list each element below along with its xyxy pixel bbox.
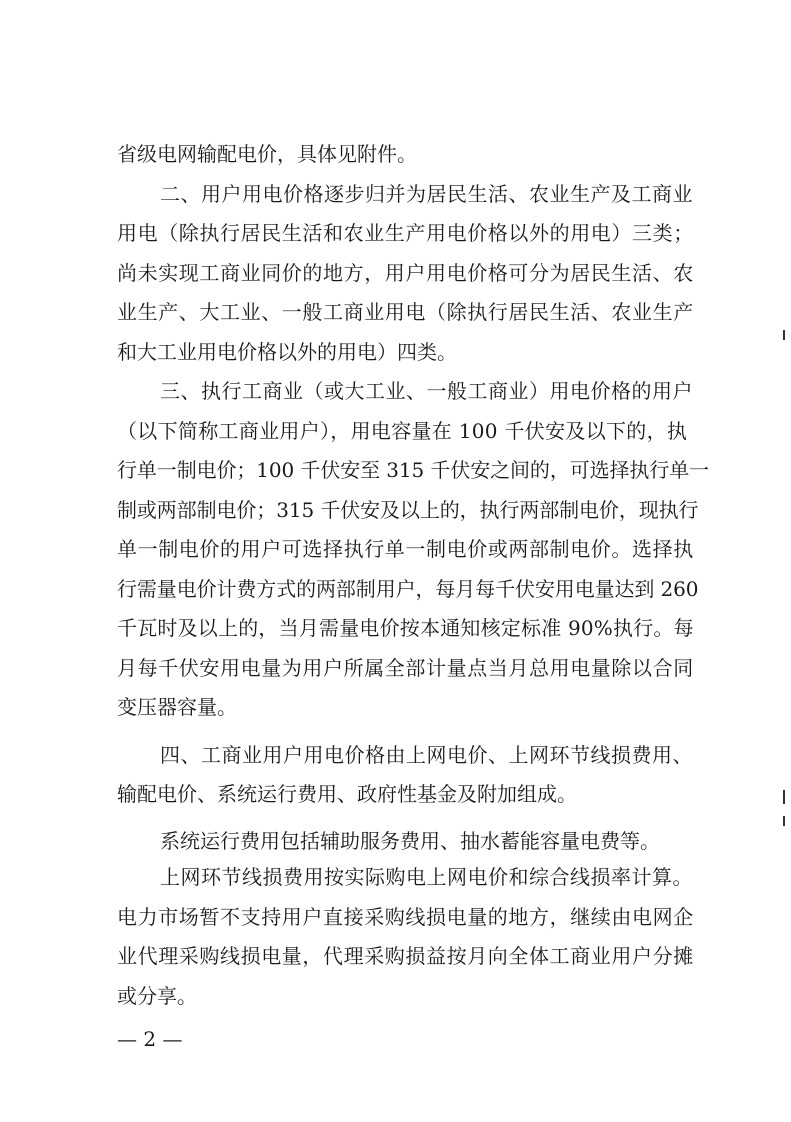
line-text: 千瓦时及以上的，当月需量电价按本通知核定标准 90%执行。每: [117, 616, 694, 640]
text-line: [0, 174, 791, 214]
text-line: [0, 608, 791, 648]
text-line: [0, 213, 791, 253]
line-text: 业生产、大工业、一般工商业用电（除执行居民生活、农业生产: [117, 300, 694, 324]
line-text: 输配电价、系统运行费用、政府性基金及附加组成。: [117, 782, 577, 806]
text-line: [0, 332, 791, 372]
line-text: 行单一制电价；100 千伏安至 315 千伏安之间的，可选择执行单一: [117, 458, 710, 482]
text-line: [0, 648, 791, 688]
line-text: 二、用户用电价格逐步归并为居民生活、农业生产及工商业: [160, 181, 693, 206]
line-text: 四、工商业用户用电价格由上网电价、上网环节线损费用、: [160, 742, 693, 767]
text-line: [0, 411, 791, 451]
page-number: — 2 —: [117, 1027, 183, 1051]
text-line: [0, 735, 791, 775]
scan-edge-mark: [783, 330, 785, 340]
line-text: 制或两部制电价；315 千伏安及以上的，执行两部制电价，现执行: [117, 497, 699, 522]
text-line: [0, 450, 791, 490]
line-text: 行需量电价计费方式的两部制用户，每月每千伏安用电量达到 260: [117, 576, 699, 601]
text-line: [0, 569, 791, 609]
text-line: [0, 490, 791, 530]
line-text: 和大工业用电价格以外的用电）四类。: [117, 339, 457, 364]
line-text: 单一制电价的用户可选择执行单一制电价或两部制电价。选择执: [117, 537, 694, 561]
line-text: 业代理采购线损电量，代理采购损益按月向全体工商业用户分摊: [117, 944, 694, 968]
text-line: [0, 687, 791, 727]
line-text: 变压器容量。: [117, 695, 237, 719]
scan-edge-mark: [783, 816, 785, 826]
line-text: 电力市场暂不支持用户直接采购线损电量的地方，继续由电网企: [117, 904, 694, 929]
line-text: 月每千伏安用电量为用户所属全部计量点当月总用电量除以合同: [117, 655, 694, 680]
line-text: 系统运行费用包括辅助服务费用、抽水蓄能容量电费等。: [160, 828, 660, 853]
scan-edge-mark: [783, 790, 785, 804]
text-line: [0, 774, 791, 814]
text-line: [0, 371, 791, 411]
line-text: 或分享。: [117, 983, 197, 1008]
text-line: [0, 818, 791, 864]
text-line: [0, 529, 791, 569]
line-text: （以下简称工商业用户），用电容量在 100 千伏安及以下的，执: [117, 418, 688, 443]
text-line: [0, 134, 791, 174]
line-text: 尚未实现工商业同价的地方，用户用电价格可分为居民生活、农: [117, 260, 694, 285]
text-line: [0, 253, 791, 293]
line-text: 上网环节线损费用按实际购电上网电价和综合线损率计算。: [160, 865, 693, 889]
text-line: [0, 292, 791, 332]
line-text: 省级电网输配电价，具体见附件。: [117, 142, 417, 166]
line-text: 三、执行工商业（或大工业、一般工商业）用电价格的用户: [160, 379, 693, 403]
line-text: 用电（除执行居民生活和农业生产用电价格以外的用电）三类；: [117, 221, 694, 245]
